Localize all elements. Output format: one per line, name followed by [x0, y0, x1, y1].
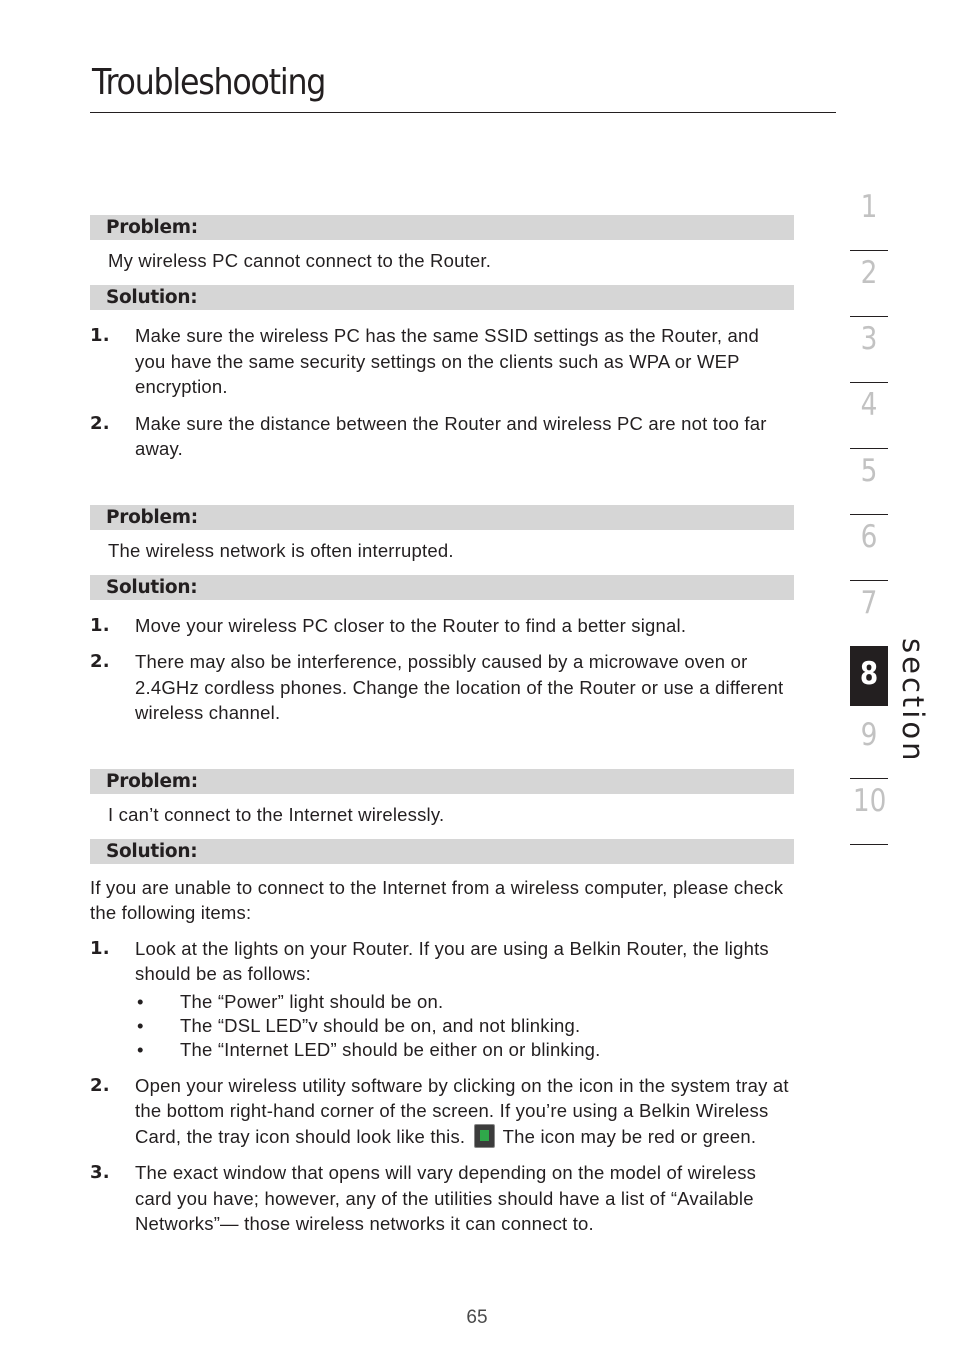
section-nav-item-5[interactable]: [850, 449, 888, 515]
solution-heading: Solution:: [90, 285, 794, 310]
divider: [850, 844, 888, 845]
step-text: Make sure the wireless PC has the same SSID settings as the Router, and you have the same security settings on the clients such as WPA or WEP encryption.: [135, 325, 759, 397]
section-label: section: [896, 638, 930, 764]
bullet-mark: •: [137, 1038, 144, 1060]
section-number: 8: [859, 656, 879, 692]
step-number: 2.: [90, 1074, 110, 1096]
title-rule: [90, 112, 836, 113]
section-number: 4: [860, 387, 878, 423]
step-text: Make sure the distance between the Router and wireless PC are not too far away.: [135, 412, 767, 459]
problem-text: The wireless network is often interrupted.: [108, 539, 454, 561]
section-number: 6: [860, 519, 878, 555]
solution-steps: [90, 936, 794, 1237]
solution-steps: [90, 310, 794, 462]
list-item: [135, 990, 794, 1014]
step-number: 3.: [90, 1162, 110, 1183]
section-nav-item-3[interactable]: [850, 317, 888, 383]
step-text: Open your wireless utility software by clicking on the icon in the system tray at the bottom right-hand corner of the screen. If you’re using a Belkin Wireless Card, the tray icon should look like this.: [135, 1074, 789, 1147]
solution-step: [90, 613, 794, 639]
step-text: Look at the lights on your Router. If you are using a Belkin Router, the lights should be as follows:: [135, 937, 769, 984]
bullet-mark: •: [137, 1014, 144, 1036]
bullet-mark: •: [137, 990, 144, 1012]
solution-step: [90, 649, 794, 726]
problem-text: My wireless PC cannot connect to the Router.: [108, 250, 492, 271]
wireless-tray-icon: [474, 1124, 495, 1148]
section-nav-item-7[interactable]: [850, 581, 888, 647]
step-text: There may also be interference, possibly caused by a microwave oven or 2.4GHz cordless phones. Change the location of the Router or use a different wireless channel.: [135, 651, 784, 723]
page-title: Troubleshooting: [92, 62, 326, 103]
section-number: 1: [860, 189, 878, 225]
section-number: 9: [860, 717, 878, 753]
list-item-text: The “DSL LED”v should be on, and not blinking.: [180, 1014, 581, 1036]
step-number: 2.: [90, 412, 110, 434]
section-number: 5: [860, 453, 878, 489]
solution-step: [90, 936, 794, 1062]
problem-heading: Problem:: [90, 769, 794, 794]
section-nav-item-8-active[interactable]: [850, 647, 888, 713]
solution-step: [90, 411, 794, 462]
section-number: 3: [860, 321, 878, 357]
step-number: 2.: [90, 651, 110, 672]
step-number: 1.: [90, 614, 110, 636]
step-text: The exact window that opens will vary depending on the model of wireless card you have; however, any of the utilities should have a list of “Available Networks”— those wireless networks it can connect to.: [135, 1162, 757, 1234]
step-number: 1.: [90, 325, 110, 346]
list-item-text: The “Internet LED” should be either on or blinking.: [180, 1038, 601, 1060]
solution-heading: Solution:: [90, 839, 794, 864]
list-item: [135, 1038, 794, 1062]
section-nav: [850, 185, 888, 845]
troubleshooting-block: [90, 215, 794, 462]
solution-heading: Solution:: [90, 575, 794, 600]
problem-heading: Problem:: [90, 505, 794, 530]
content: [90, 215, 794, 1280]
list-item: [135, 1014, 794, 1038]
list-item-text: The “Power” light should be on.: [180, 990, 444, 1012]
section-nav-item-2[interactable]: [850, 251, 888, 317]
section-nav-item-1[interactable]: [850, 185, 888, 251]
step-text: Move your wireless PC closer to the Router to find a better signal.: [135, 614, 687, 636]
problem-text: I can’t connect to the Internet wirelessly.: [108, 803, 445, 825]
solution-step: [90, 323, 794, 400]
page-number: 65: [466, 1307, 488, 1328]
troubleshooting-block: [90, 769, 794, 1237]
section-nav-item-6[interactable]: [850, 515, 888, 581]
solution-steps: [90, 600, 794, 726]
solution-step: [90, 1160, 794, 1237]
troubleshooting-block: [90, 505, 794, 726]
section-nav-item-10[interactable]: [850, 779, 888, 845]
solution-intro: If you are unable to connect to the Internet from a wireless computer, please check the following items:: [90, 876, 784, 923]
section-number: 10: [852, 783, 887, 819]
solution-step: [90, 1073, 794, 1150]
section-number: 2: [860, 255, 878, 291]
problem-heading: Problem:: [90, 215, 794, 240]
light-status-list: [135, 990, 794, 1062]
section-nav-item-4[interactable]: [850, 383, 888, 449]
step-number: 1.: [90, 937, 110, 959]
step-text-after-icon: The icon may be red or green.: [502, 1125, 757, 1147]
section-number: 7: [860, 585, 878, 621]
section-nav-item-9[interactable]: [850, 713, 888, 779]
